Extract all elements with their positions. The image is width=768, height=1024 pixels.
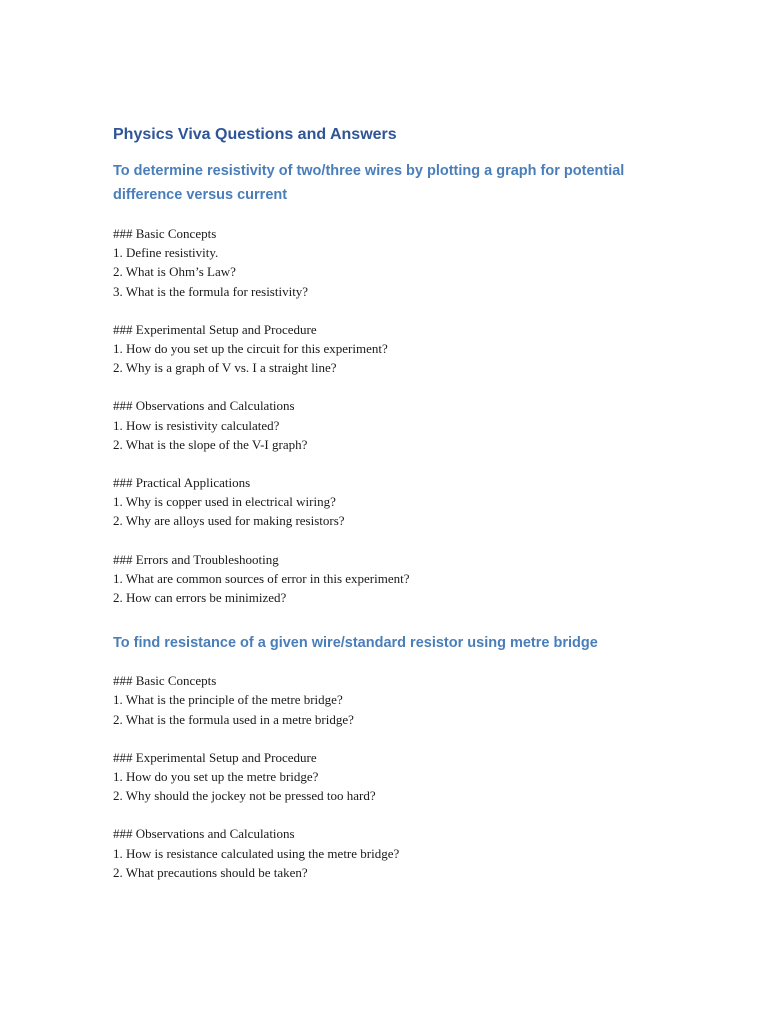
section-resistivity <box>113 159 673 607</box>
question-item: 1. Define resistivity. <box>113 245 219 261</box>
page-title: Physics Viva Questions and Answers <box>113 126 397 143</box>
question-group-setup-procedure <box>113 748 673 806</box>
question-item: 1. Why is copper used in electrical wiring? <box>113 494 336 510</box>
question-item: 2. What is the formula used in a metre bridge? <box>113 711 354 727</box>
group-header: ### Observations and Calculations <box>113 398 295 414</box>
question-item: 2. How can errors be minimized? <box>113 590 287 606</box>
group-header: ### Basic Concepts <box>113 226 217 241</box>
question-item: 2. Why should the jockey not be pressed too hard? <box>113 788 376 804</box>
question-group-errors <box>113 550 673 608</box>
question-group-basic-concepts <box>113 224 673 301</box>
group-header: ### Experimental Setup and Procedure <box>113 749 317 765</box>
section-heading: To determine resistivity of two/three wires by plotting a graph for potential difference versus current <box>113 163 625 203</box>
question-item: 1. How do you set up the circuit for this experiment? <box>113 341 388 357</box>
group-header: ### Basic Concepts <box>113 673 217 689</box>
document-content <box>113 124 673 901</box>
question-item: 1. How is resistivity calculated? <box>113 417 280 433</box>
group-header: ### Experimental Setup and Procedure <box>113 321 317 337</box>
question-group-observations <box>113 396 673 454</box>
question-item: 2. Why is a graph of V vs. I a straight line? <box>113 360 337 376</box>
question-item: 2. Why are alloys used for making resistors? <box>113 513 345 529</box>
group-header: ### Practical Applications <box>113 475 251 491</box>
section-metre-bridge <box>113 631 673 882</box>
question-item: 2. What precautions should be taken? <box>113 864 308 880</box>
question-item: 1. How is resistance calculated using the metre bridge? <box>113 845 400 861</box>
group-header: ### Errors and Troubleshooting <box>113 551 279 567</box>
question-item: 1. What is the principle of the metre bridge? <box>113 692 343 708</box>
question-group-basic-concepts <box>113 671 673 729</box>
question-group-observations <box>113 824 673 882</box>
question-item: 1. What are common sources of error in this experiment? <box>113 570 410 586</box>
question-item: 3. What is the formula for resistivity? <box>113 283 309 299</box>
question-group-practical-applications <box>113 473 673 531</box>
question-item: 2. What is Ohm’s Law? <box>113 264 236 280</box>
question-group-setup-procedure <box>113 320 673 378</box>
question-item: 2. What is the slope of the V-I graph? <box>113 436 308 452</box>
section-heading: To find resistance of a given wire/standard resistor using metre bridge <box>113 635 598 652</box>
group-header: ### Observations and Calculations <box>113 826 295 842</box>
question-item: 1. How do you set up the metre bridge? <box>113 769 319 785</box>
